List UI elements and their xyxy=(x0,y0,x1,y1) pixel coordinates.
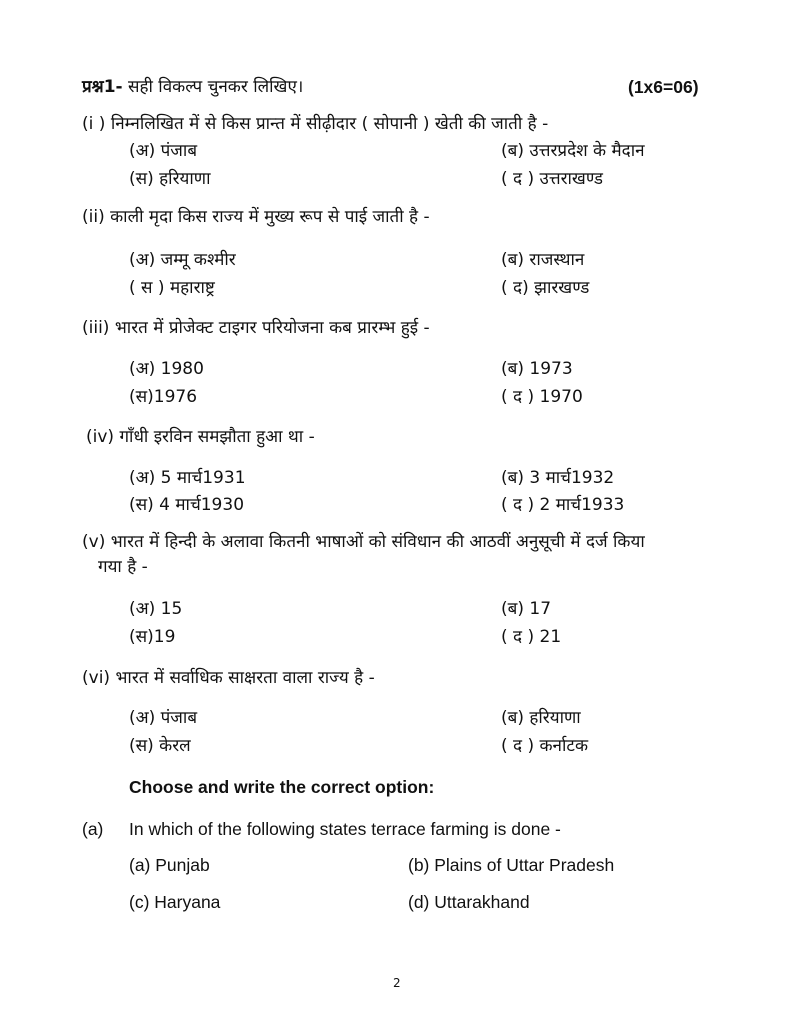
question-text: भारत में सर्वाधिक साक्षरता वाला राज्य है - xyxy=(115,668,375,688)
option-b: (ब) हरियाणा xyxy=(501,708,581,728)
page-number: 2 xyxy=(393,976,401,990)
question-text: गाँधी इरविन समझौता हुआ था - xyxy=(119,427,315,447)
option-a: (अ) 1980 xyxy=(129,359,204,379)
question-vi xyxy=(82,667,375,689)
instruction-text: सही विकल्प चुनकर लिखिए। xyxy=(127,77,304,97)
option-d: ( द ) कर्नाटक xyxy=(501,736,589,756)
option-a: (अ) 15 xyxy=(129,599,183,619)
question-number: (iii) xyxy=(82,318,110,338)
option-c: (स)1976 xyxy=(129,387,198,407)
english-option-a: (a) Punjab xyxy=(129,855,210,875)
option-d: ( द ) 21 xyxy=(501,627,562,647)
english-question-text: In which of the following states terrace farming is done - xyxy=(129,819,561,839)
option-a: (अ) पंजाब xyxy=(129,141,198,161)
option-a: (अ) 5 मार्च1931 xyxy=(129,468,246,488)
option-b: (ब) उत्तरप्रदेश के मैदान xyxy=(501,141,645,161)
option-c: (स)19 xyxy=(129,627,176,647)
english-heading: Choose and write the correct option: xyxy=(129,777,435,797)
option-c: (स) हरियाणा xyxy=(129,169,211,189)
question-ii xyxy=(82,206,430,228)
question-text: भारत में प्रोजेक्ट टाइगर परियोजना कब प्रारम्भ हुई - xyxy=(114,318,430,338)
question-text: निम्नलिखित में से किस प्रान्त में सीढ़ीदार ( सोपानी ) खेती की जाती है - xyxy=(110,114,549,134)
option-a: (अ) जम्मू कश्मीर xyxy=(129,250,236,270)
option-a: (अ) पंजाब xyxy=(129,708,198,728)
english-option-b: (b) Plains of Uttar Pradesh xyxy=(408,855,615,875)
question-i xyxy=(82,113,548,135)
option-b: (ब) 17 xyxy=(501,599,552,619)
option-b: (ब) 1973 xyxy=(501,359,573,379)
option-c: (स) 4 मार्च1930 xyxy=(129,495,245,515)
question-text-continued: गया है - xyxy=(98,557,148,577)
option-b: (ब) राजस्थान xyxy=(501,250,585,270)
question-number: (iv) xyxy=(86,427,115,447)
question-number: (ii) xyxy=(82,207,105,227)
option-d: ( द ) 2 मार्च1933 xyxy=(501,495,625,515)
option-d: ( द) झारखण्ड xyxy=(501,278,590,298)
question-label: प्रश्न1- xyxy=(82,77,123,97)
option-c: (स) केरल xyxy=(129,736,191,756)
question-number: (i ) xyxy=(82,114,106,134)
marks-label: (1x6=06) xyxy=(628,77,699,97)
option-d: ( द ) 1970 xyxy=(501,387,583,407)
question-number: (v) xyxy=(82,532,106,552)
option-b: (ब) 3 मार्च1932 xyxy=(501,468,615,488)
option-c: ( स ) महाराष्ट्र xyxy=(129,278,215,298)
question-text: भारत में हिन्दी के अलावा कितनी भाषाओं को संविधान की आठवीं अनुसूची में दर्ज किया xyxy=(110,532,645,552)
english-option-d: (d) Uttarakhand xyxy=(408,892,530,912)
english-option-c: (c) Haryana xyxy=(129,892,221,912)
english-question-number: (a) xyxy=(82,819,104,839)
question-iii xyxy=(82,317,430,339)
question-iv xyxy=(86,426,315,448)
question-number: (vi) xyxy=(82,668,111,688)
question-text: काली मृदा किस राज्य में मुख्य रूप से पाई जाती है - xyxy=(110,207,430,227)
question-header xyxy=(82,76,303,98)
option-d: ( द ) उत्तराखण्ड xyxy=(501,169,603,189)
question-v xyxy=(82,531,645,553)
